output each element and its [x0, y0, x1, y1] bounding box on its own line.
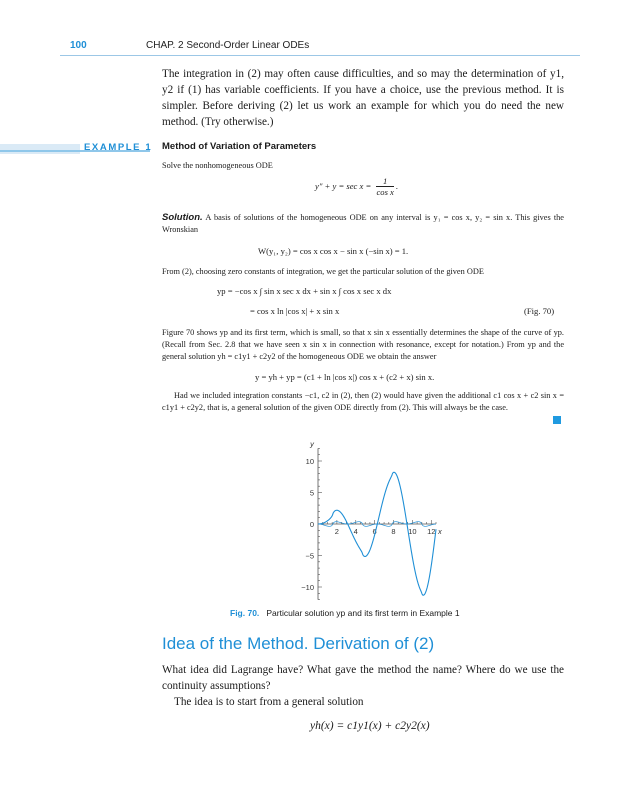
- figure-discussion: Figure 70 shows yp and its first term, which is small, so that x sin x essentially determines the shape of the curve of yp. (Recall from Sec. 2.8 that we have seen x sin x in connection with resonance, except for notation.) From yp and the general solution yh = c1y1 + c2y2 of the homogeneous ODE we obtain the answer: [162, 328, 564, 361]
- ode-equation: [315, 176, 398, 198]
- running-head: CHAP. 2 Second-Order Linear ODEs: [146, 40, 310, 51]
- ode-end: .: [396, 180, 399, 191]
- y-tick-label: 0: [309, 520, 314, 529]
- example-statement: Solve the nonhomogeneous ODE: [162, 161, 273, 170]
- ode-lhs: y″ + y = sec x =: [315, 180, 372, 191]
- x-tick-label: 2: [334, 527, 339, 536]
- plot-tick-labels: [301, 439, 442, 592]
- header-rule: [60, 55, 580, 56]
- example-title: Method of Variation of Parameters: [162, 141, 317, 152]
- yp-equation-line1: yp = −cos x ∫ sin x sec x dx + sin x ∫ cos x sec x dx: [217, 286, 392, 296]
- general-solution-equation: yh(x) = c1y1(x) + c2y2(x): [310, 720, 430, 732]
- closing-paragraph: Had we included integration constants −c1, c2 in (2), then (2) would have given the additional c1 cos x + c2 sin x = c1y1 + c2y2, that is, a general solution of the given ODE directly from (2). This will always be the case.: [162, 391, 564, 412]
- yp-equation-line2: = cos x ln |cos x| + x sin x: [250, 306, 340, 316]
- figure-70-plot: [278, 438, 448, 603]
- page-number: 100: [70, 40, 87, 51]
- example-label: EXAMPLE 1: [84, 142, 153, 153]
- wronskian-equation: W(y₁, y₂) = cos x cos x − sin x (−sin x) = 1.: [258, 246, 409, 256]
- solution-text: A basis of solutions of the homogeneous ODE on any interval is y₁ = cos x, y₂ = sin x. This gives the Wronskian: [162, 213, 564, 234]
- end-of-example-marker: [553, 416, 561, 424]
- y-tick-label: 5: [309, 488, 314, 498]
- figure-reference: (Fig. 70): [524, 306, 555, 316]
- y-tick-label: 10: [305, 457, 314, 466]
- from2-text: From (2), choosing zero constants of integration, we get the particular solution of the given ODE: [162, 267, 484, 276]
- x-axis-label: x: [438, 527, 442, 536]
- x-tick-label: 4: [353, 527, 358, 536]
- section-heading: Idea of the Method. Derivation of (2): [162, 634, 435, 653]
- x-tick-label: 8: [391, 527, 396, 536]
- x-tick-label: 6: [372, 527, 377, 536]
- section-body: [162, 662, 564, 710]
- section-paragraph-2: The idea is to start from a general solution: [174, 696, 364, 708]
- ode-numerator: 1: [376, 176, 393, 187]
- x-tick-label: 10: [408, 527, 417, 536]
- y-axis-label: y: [310, 439, 314, 449]
- ode-fraction: [376, 176, 393, 198]
- section-paragraph-1: What idea did Lagrange have? What gave the method the name? Where do we use the continuity assumptions?: [162, 664, 564, 692]
- solution-label: Solution.: [162, 212, 203, 223]
- figure-caption-label: Fig. 70.: [230, 608, 260, 618]
- ode-denominator: cos x: [376, 187, 394, 197]
- x-tick-label: 12: [427, 527, 436, 536]
- figure-caption: [230, 608, 460, 618]
- y-tick-label: −10: [301, 583, 314, 592]
- intro-paragraph: The integration in (2) may often cause difficulties, and so may the determination of y1, y2 if (1) has variable coefficients. If you have a choice, use the previous method. It is simpler. Before deriving (2) let us work an example for which you do need the new method. (Try otherwise.): [162, 68, 564, 128]
- y-tick-label: −5: [305, 551, 314, 561]
- solution-paragraph: [162, 212, 564, 236]
- figure-caption-text: Particular solution yp and its first term in Example 1: [266, 608, 460, 618]
- answer-equation: y = yh + yp = (c1 + ln |cos x|) cos x + (c2 + x) sin x.: [255, 372, 435, 382]
